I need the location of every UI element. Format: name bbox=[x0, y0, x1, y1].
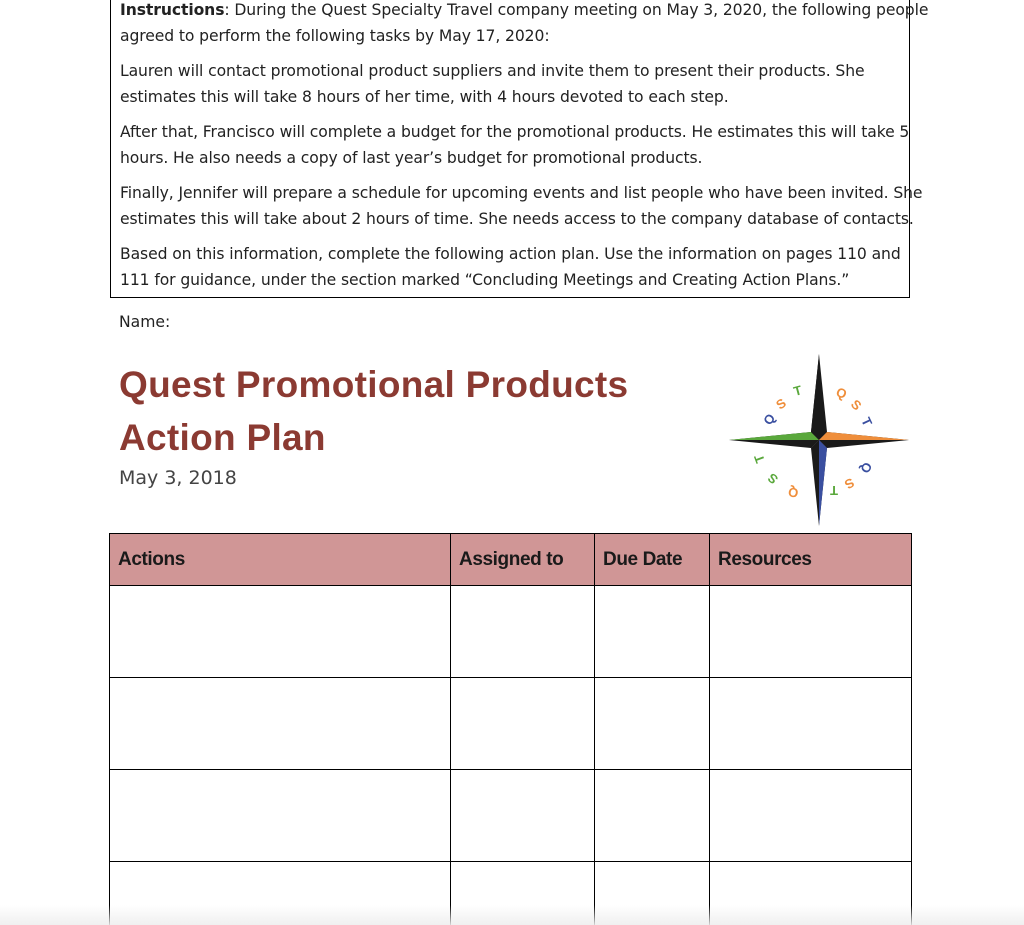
logo-letter-br-t: T bbox=[830, 483, 838, 498]
cell-assigned-to[interactable] bbox=[451, 770, 595, 862]
table-row bbox=[110, 586, 912, 678]
instructions-box bbox=[110, 0, 929, 298]
table-row bbox=[110, 770, 912, 862]
page-bottom-shadow bbox=[0, 905, 1024, 925]
page-title-line1: Quest Promotional Products bbox=[119, 364, 629, 405]
instructions-lauren-line1: Lauren will contact promotional product suppliers and invite them to present their products. She bbox=[120, 62, 865, 80]
cell-due-date[interactable] bbox=[595, 586, 710, 678]
instructions-jennifer bbox=[120, 181, 923, 232]
cell-resources[interactable] bbox=[710, 770, 912, 862]
cell-actions[interactable] bbox=[110, 678, 451, 770]
cell-actions[interactable] bbox=[110, 770, 451, 862]
logo-letter-br-q: Q bbox=[857, 460, 876, 476]
logo-letter-tr-q: Q bbox=[833, 384, 850, 402]
quest-compass-logo-icon bbox=[726, 349, 912, 533]
logo-letter-br-s: S bbox=[841, 474, 857, 493]
instructions-task bbox=[120, 242, 900, 293]
header-actions: Actions bbox=[110, 534, 451, 586]
logo-letter-tl-s: S bbox=[773, 395, 789, 413]
instructions-francisco-line2: hours. He also needs a copy of last year’s budget for promotional products. bbox=[120, 148, 703, 167]
instructions-task-line2: 111 for guidance, under the section marked “Concluding Meetings and Creating Action Plans.” bbox=[120, 270, 850, 289]
logo-letter-tr-t: T bbox=[858, 414, 876, 429]
logo-letter-bl-t: T bbox=[751, 452, 768, 466]
action-plan-table bbox=[109, 533, 912, 925]
instructions-jennifer-line1: Finally, Jennifer will prepare a schedule for upcoming events and list people who have been invited. She bbox=[120, 184, 923, 202]
page-title bbox=[119, 358, 628, 464]
instructions-intro bbox=[120, 0, 929, 49]
instructions-intro-text: : During the Quest Specialty Travel company meeting on May 3, 2020, the following people bbox=[224, 1, 929, 19]
header-due-date: Due Date bbox=[595, 534, 710, 586]
instructions-label: Instructions bbox=[120, 1, 225, 19]
cell-due-date[interactable] bbox=[595, 678, 710, 770]
cell-assigned-to[interactable] bbox=[451, 586, 595, 678]
table-row bbox=[110, 678, 912, 770]
logo-letter-tr-s: S bbox=[847, 396, 865, 414]
page-title-line2: Action Plan bbox=[119, 417, 326, 458]
logo-letter-tl-t: T bbox=[791, 382, 804, 399]
instructions-francisco bbox=[120, 120, 910, 171]
instructions-lauren bbox=[120, 59, 900, 110]
instructions-task-line1: Based on this information, complete the following action plan. Use the information on pages 110 and bbox=[120, 245, 901, 263]
instructions-lauren-line2: estimates this will take 8 hours of her time, with 4 hours devoted to each step. bbox=[120, 87, 729, 106]
plan-date: May 3, 2018 bbox=[119, 467, 237, 489]
header-resources: Resources bbox=[710, 534, 912, 586]
cell-actions[interactable] bbox=[110, 586, 451, 678]
table-header-row bbox=[110, 534, 912, 586]
header-assigned-to: Assigned to bbox=[451, 534, 595, 586]
cell-assigned-to[interactable] bbox=[451, 678, 595, 770]
cell-due-date[interactable] bbox=[595, 770, 710, 862]
instructions-francisco-line1: After that, Francisco will complete a budget for the promotional products. He estimates this will take 5 bbox=[120, 123, 910, 141]
name-field-label: Name: bbox=[119, 313, 171, 331]
instructions-jennifer-line2: estimates this will take about 2 hours of time. She needs access to the company database of contacts. bbox=[120, 209, 914, 228]
cell-resources[interactable] bbox=[710, 678, 912, 770]
logo-letter-bl-q: Q bbox=[786, 484, 800, 501]
cell-resources[interactable] bbox=[710, 586, 912, 678]
instructions-intro-line2: agreed to perform the following tasks by May 17, 2020: bbox=[120, 26, 550, 45]
compass-star bbox=[729, 354, 909, 526]
logo-letter-bl-s: S bbox=[764, 470, 781, 488]
logo-letter-tl-q: Q bbox=[760, 410, 779, 428]
